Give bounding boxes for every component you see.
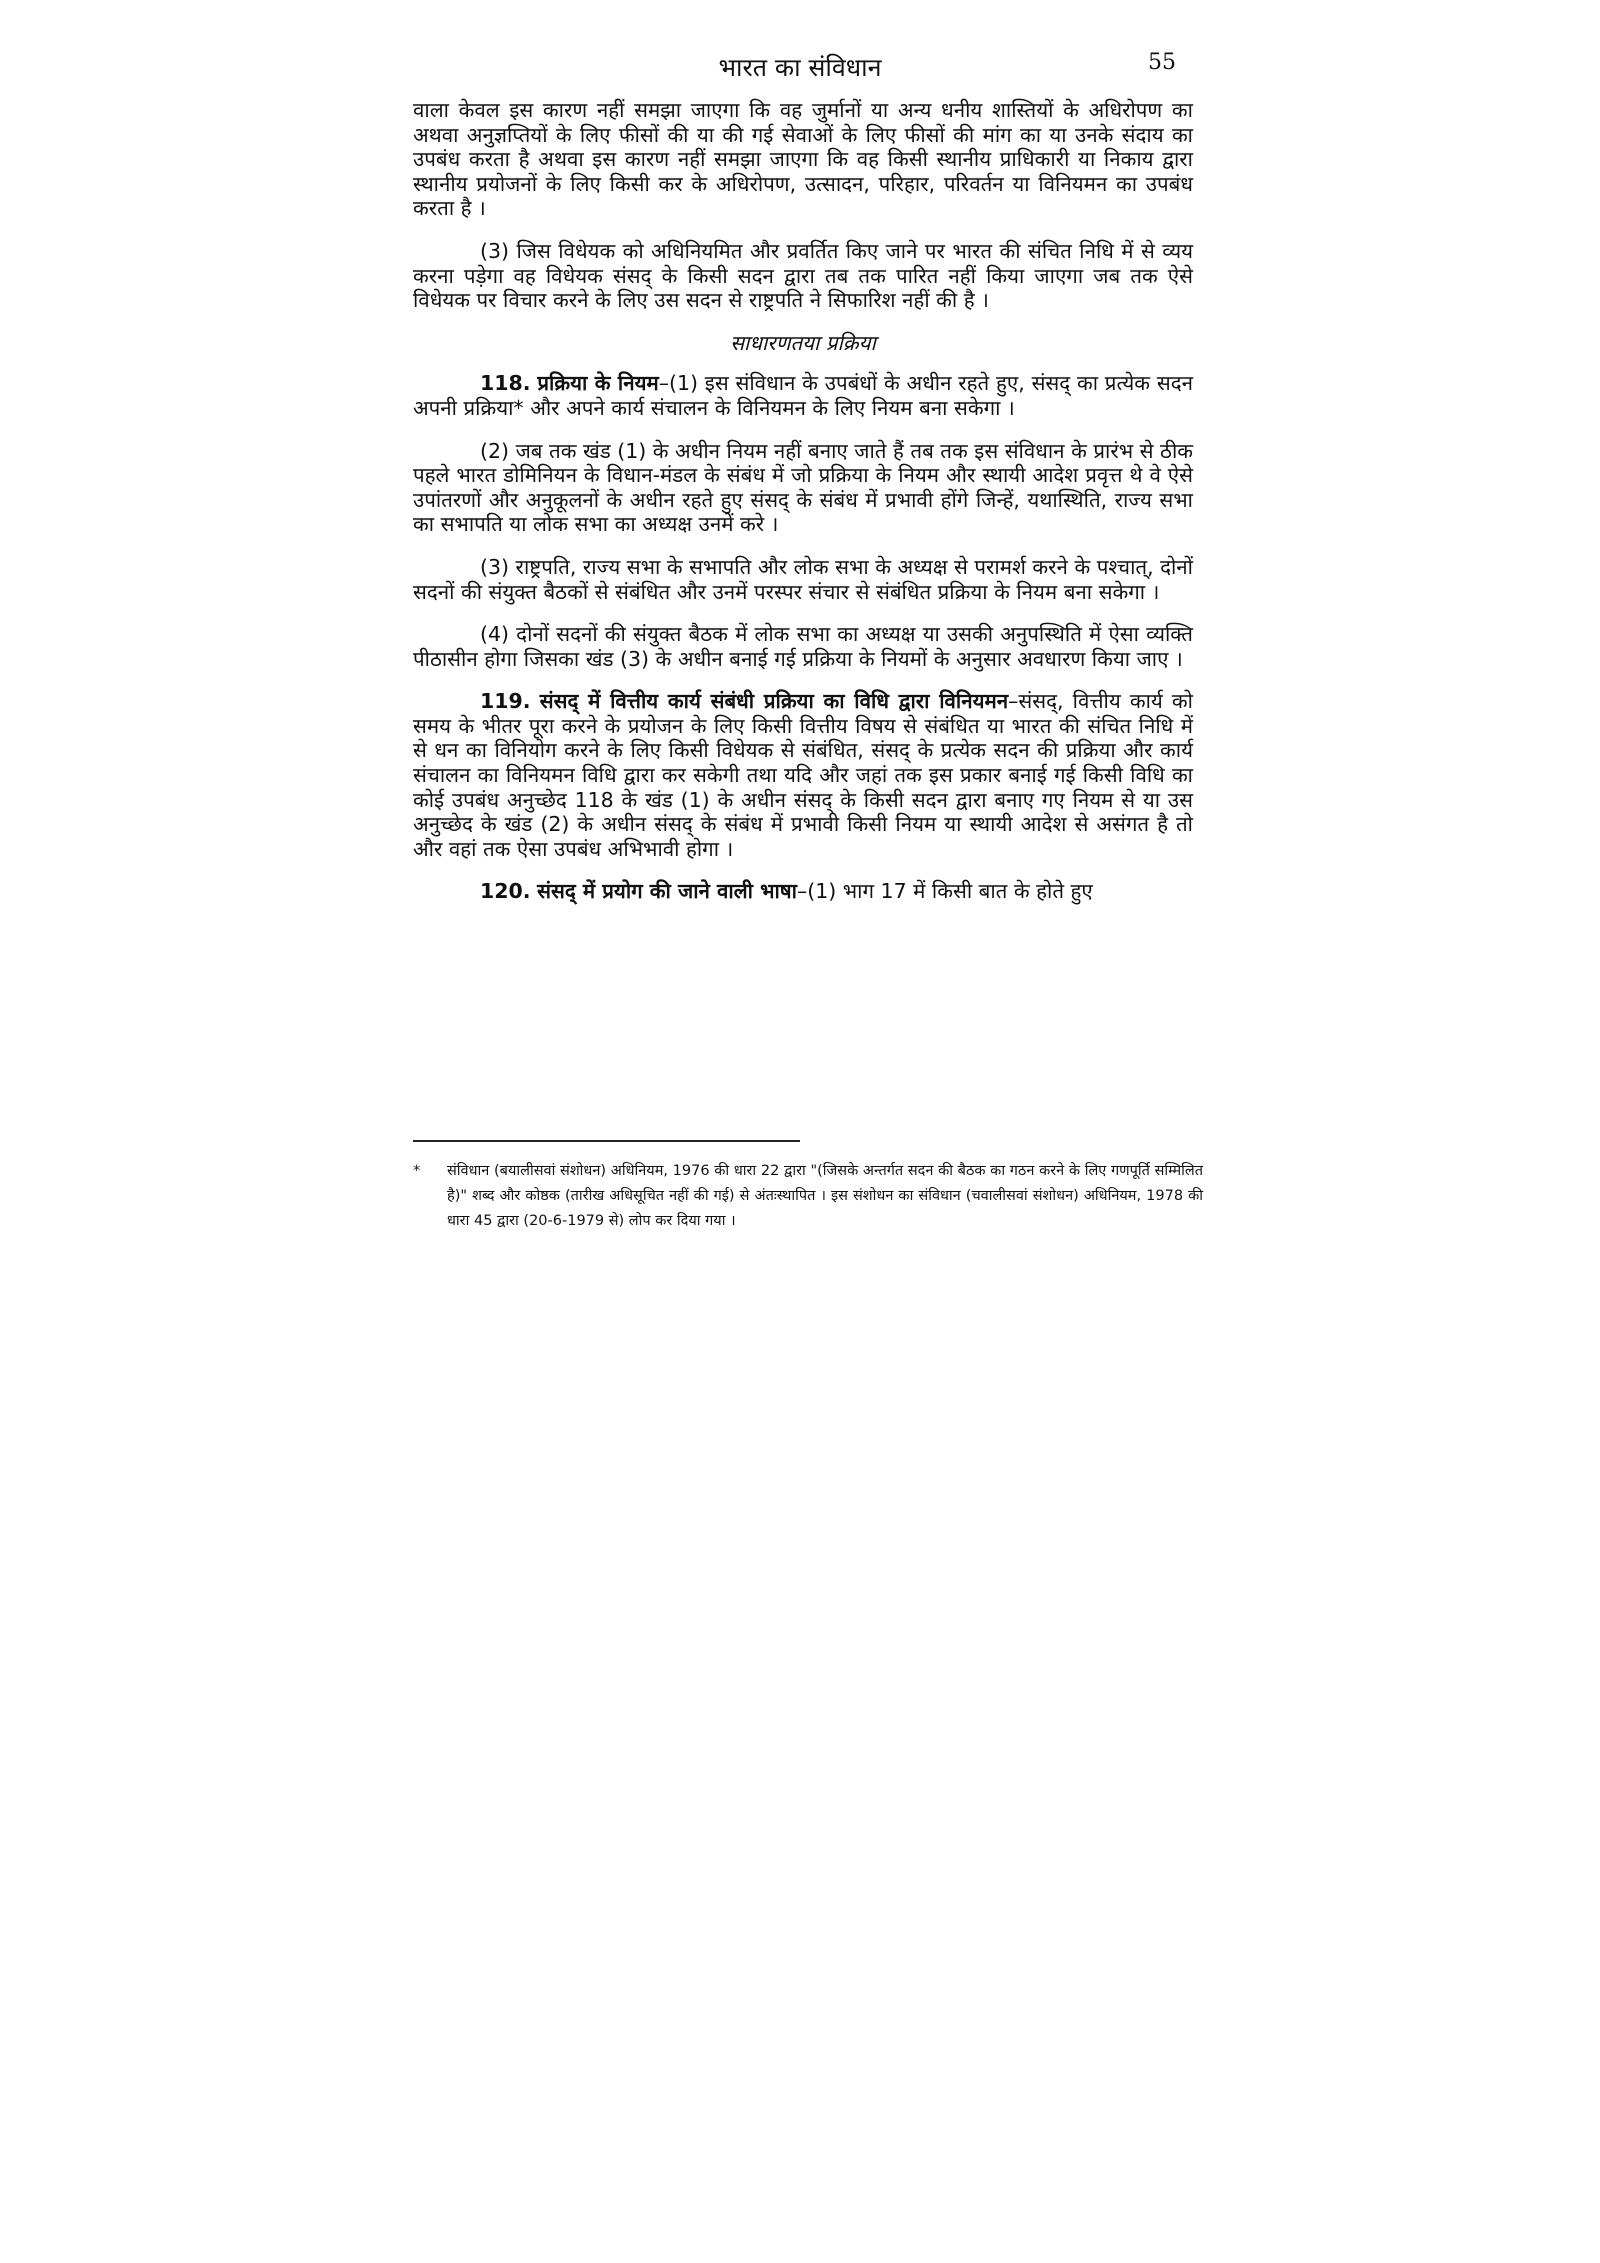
paragraph-continuation: वाला केवल इस कारण नहीं समझा जाएगा कि वह जुर्मानों या अन्य धनीय शास्तियों के अधिरोपण का अथवा अनुज्ञप्तियों के लिए फीसों की या की गई सेवाओं के लिए फीसों की मांग का या उनके संदाय का उपबंध करता है अथवा इस कारण नहीं समझा जाएगा कि वह किसी स्थानीय प्राधिकारी या निकाय द्वारा स्थानीय प्रयोजनों के लिए किसी कर के अधिरोपण, उत्सादन, परिहार, परिवर्तन या विनियमन का उपबंध करता है । xyxy=(413,98,1193,221)
footnote-text: संविधान (बयालीसवां संशोधन) अधिनियम, 1976 की धारा 22 द्वारा "(जिसके अन्तर्गत सदन की बैठक का गठन करने के लिए गणपूर्ति सम्मिलित है)" शब्द और कोष्ठक (तारीख अधिसूचित नहीं की गई) से अंतःस्थापित । इस संशोधन का संविधान (चवालीसवां संशोधन) अधिनियम, 1978 की धारा 45 द्वारा (20-6-1979 से) लोप कर दिया गया । xyxy=(447,1163,1203,1229)
article-118-text: –(1) इस संविधान के उपबंधों के अधीन रहते हुए, संसद् का प्रत्येक सदन अपनी प्रक्रिया* और अपने कार्य संचालन के विनियमन के लिए नियम बना सकेगा । xyxy=(413,371,1193,420)
article-120 xyxy=(413,879,1193,904)
section-heading: साधारणतया प्रक्रिया xyxy=(730,330,876,355)
footnote-divider xyxy=(413,1140,800,1142)
article-120-text: –(1) भाग 17 में किसी बात के होते हुए xyxy=(796,879,1093,904)
article-118-clause-4: (4) दोनों सदनों की संयुक्त बैठक में लोक सभा का अध्यक्ष या उसकी अनुपस्थिति में ऐसा व्यक्ति पीठासीन होगा जिसका खंड (3) के अधीन बनाई गई प्रक्रिया के नियमों के अनुसार अवधारण किया जाए । xyxy=(413,622,1193,671)
article-118 xyxy=(413,371,1193,420)
footnote-marker: * xyxy=(413,1163,421,1179)
article-119-title: संसद् में वित्तीय कार्य संबंधी प्रक्रिया का विधि द्वारा विनियमन xyxy=(539,689,1009,714)
article-120-number: 120. xyxy=(480,879,531,904)
article-120-title: संसद् में प्रयोग की जाने वाली भाषा xyxy=(537,879,797,904)
article-118-number: 118. xyxy=(480,371,531,396)
article-119 xyxy=(413,689,1193,861)
article-119-number: 119. xyxy=(480,689,531,714)
article-118-title: प्रक्रिया के नियम xyxy=(537,371,659,396)
article-118-clause-3: (3) राष्ट्रपति, राज्य सभा के सभापति और लोक सभा के अध्यक्ष से परामर्श करने के पश्चात्, दोनों सदनों की संयुक्त बैठकों से संबंधित और उनमें परस्पर संचार से संबंधित प्रक्रिया के नियम बना सकेगा । xyxy=(413,554,1193,604)
paragraph-clause-3: (3) जिस विधेयक को अधिनियमित और प्रवर्तित किए जाने पर भारत की संचित निधि में से व्यय करना पड़ेगा वह विधेयक संसद् के किसी सदन द्वारा तब तक पारित नहीं किया जाएगा जब तक ऐसे विधेयक पर विचार करने के लिए उस सदन से राष्ट्रपति ने सिफारिश नहीं की है । xyxy=(413,238,1193,313)
page-title: भारत का संविधान xyxy=(718,53,882,82)
page-number: 55 xyxy=(1148,50,1176,75)
document-body xyxy=(413,98,1193,922)
article-119-text: –संसद्, वित्तीय कार्य को समय के भीतर पूरा करने के प्रयोजन के लिए किसी वित्तीय विषय से संबंधित या भारत की संचित निधि में से धन का विनियोग करने के लिए किसी विधेयक से संबंधित, संसद् के प्रत्येक सदन की प्रक्रिया और कार्य संचालन का विनियमन विधि द्वारा कर सकेगी तथा यदि और जहां तक इस प्रकार बनाई गई किसी विधि का कोई उपबंध अनुच्छेद 118 के खंड (1) के अधीन संसद् के किसी सदन द्वारा बनाए गए नियम से या उस अनुच्छेद के खंड (2) के अधीन संसद् के संबंध में प्रभावी किसी नियम या स्थायी आदेश से असंगत है तो और वहां तक ऐसा उपबंध अभिभावी होगा । xyxy=(413,689,1193,861)
footnote xyxy=(413,1159,1203,1234)
article-118-clause-2: (2) जब तक खंड (1) के अधीन नियम नहीं बनाए जाते हैं तब तक इस संविधान के प्रारंभ से ठीक पहले भारत डोमिनियन के विधान-मंडल के संबंध में जो प्रक्रिया के नियम और स्थायी आदेश प्रवृत्त थे वे ऐसे उपांतरणों और अनुकूलनों के अधीन रहते हुए संसद् के संबंध में प्रभावी होंगे जिन्हें, यथास्थिति, राज्य सभा का सभापति या लोक सभा का अध्यक्ष उनमें करे । xyxy=(413,438,1193,537)
